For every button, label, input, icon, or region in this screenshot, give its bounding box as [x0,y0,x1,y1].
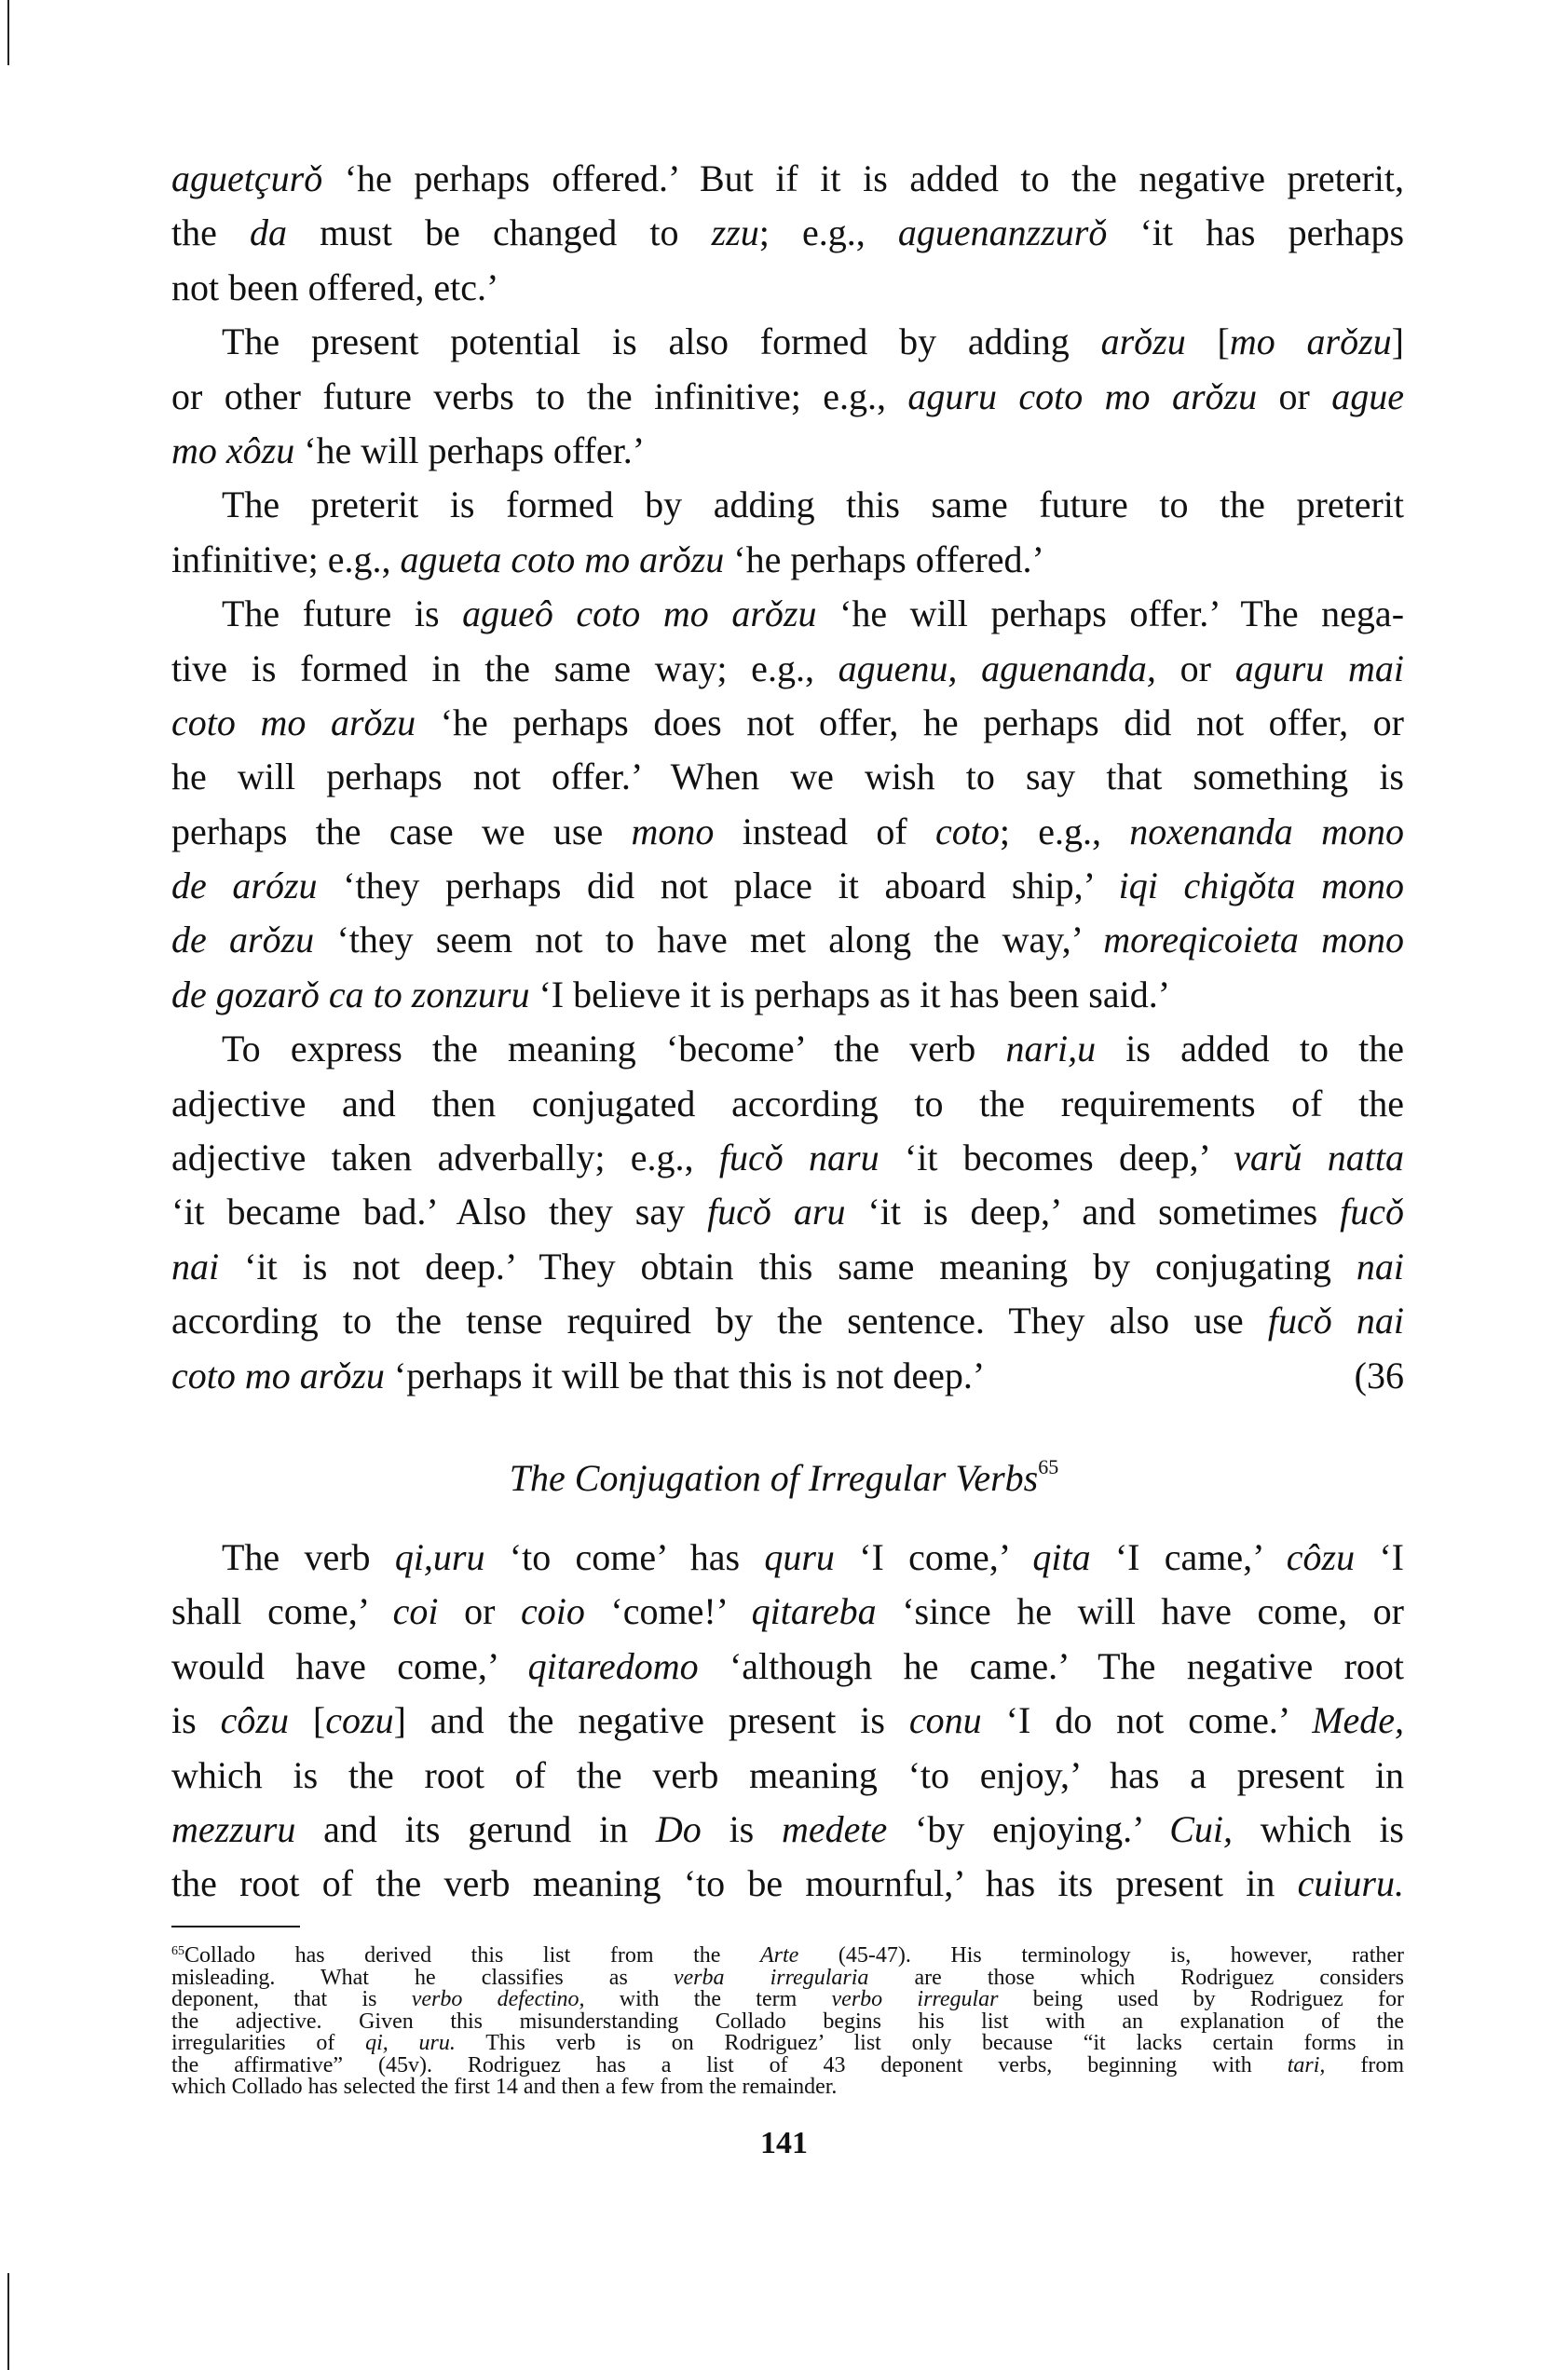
italic-term: aguenu, aguenanda, [838,647,1156,689]
text-run: ‘they seem not to have met along the way,’ [314,919,1104,961]
text-run: [ [1185,320,1230,363]
italic-term: aguru coto mo arǒzu [907,375,1258,417]
italic-term: zzu [711,211,759,254]
text-line [171,2033,1404,2055]
text-line [171,859,1404,913]
text-run: would have come,’ [171,1644,528,1687]
text-run: ‘it has perhaps [1107,211,1405,254]
italic-term: de arǒzu [171,919,315,961]
text-run: misleading. What he classifies as [171,1965,674,1990]
text-run: ‘he perhaps does not offer, he perhaps did not offer, or [416,701,1404,743]
italic-term: ague [1331,375,1404,417]
italic-term: arǒzu [1100,320,1186,363]
italic-term: qitaredomo [527,1644,699,1687]
text-line [171,1749,1404,1803]
text-run: ‘perhaps it will be that this is not deep.’ [384,1354,986,1396]
text-line [171,1965,1404,1990]
text-run: tive is formed in the same way; e.g., [171,647,839,689]
text-line [171,1640,1404,1694]
text-run: the adjective. Given this misunderstanding Collado begins his list with an explanation of the [171,2009,1404,2034]
italic-term: de arózu [171,865,318,907]
italic-term: cuiuru. [1297,1862,1404,1905]
italic-term: Cui, [1169,1807,1234,1850]
italic-term: qi, uru. [365,2031,456,2055]
text-run: This verb is on Rodriguez’ list only because “it lacks certain forms in [455,2031,1404,2055]
italic-term: verbo irregular [831,1987,999,2011]
italic-term: fucǒ [1340,1191,1404,1233]
text-run: the root of the verb meaning ‘to be mournful,’ has its present in [171,1862,1298,1905]
footnote-reference: 65 [1038,1455,1059,1478]
body-text-lower [171,1531,1404,1912]
text-line [171,587,1404,641]
italic-term: coi [392,1590,439,1633]
body-text-upper [171,152,1404,1403]
text-run: ‘they perhaps did not place it aboard ship,’ [317,865,1119,907]
text-line [171,1240,1404,1294]
text-line [171,1022,1404,1076]
text-run: (45-47). His terminology is, however, rather [798,1943,1405,1968]
italic-term: agueô coto mo arǒzu [462,592,817,635]
text-run: or [1155,647,1235,689]
text-line [171,315,1404,369]
scan-edge-mark-top [7,0,9,65]
italic-term: fucǒ naru [718,1137,879,1179]
text-run: The present potential is also formed by adding [222,320,1101,363]
text-line [171,2077,1404,2099]
text-run: The verb [222,1536,395,1578]
text-line [171,968,1404,1022]
text-line [171,1294,1404,1348]
italic-term: tari, [1287,2052,1326,2077]
footnote [171,1945,1404,2099]
text-line [171,1945,1404,1968]
italic-term: da [250,211,288,254]
text-run: or other future verbs to the infinitive; e.g., [171,375,908,417]
text-run: ‘by enjoying.’ [887,1807,1170,1850]
italic-term: côzu [1286,1536,1356,1578]
text-run: ‘it became bad.’ Also they say [171,1191,708,1233]
italic-term: coio [520,1590,585,1633]
text-run: ‘come!’ [584,1590,752,1633]
text-run: not been offered, etc.’ [171,266,499,308]
italic-term: nari,u [1005,1028,1097,1070]
text-run: ‘he will perhaps offer.’ The nega- [816,592,1405,635]
italic-term: aguenanzzurǒ [897,211,1108,254]
text-run: ‘it becomes deep,’ [879,1137,1234,1179]
text-run: ‘since he will have come, or [876,1590,1404,1633]
text-line [171,696,1404,750]
text-run: ] and the negative present is [393,1699,909,1742]
italic-term: qita [1032,1536,1091,1578]
margin-page-reference: (36 [1354,1354,1404,1396]
text-run: ‘he perhaps offered.’ [724,538,1044,580]
text-run: The preterit is formed by adding this same future to the preterit [222,484,1404,526]
italic-term: mezzuru [171,1807,296,1850]
text-run: which is the root of the verb meaning ‘to enjoy,’ has a present in [171,1753,1404,1796]
text-run: ‘I believe it is perhaps as it has been said.’ [529,973,1171,1015]
footnote-divider [171,1926,300,1927]
text-line [171,206,1404,260]
italic-term: nai [1356,1245,1404,1287]
italic-term: mo arǒzu [1229,320,1392,363]
text-line [171,370,1404,424]
text-run: is added to the [1096,1028,1404,1070]
text-line [171,1185,1404,1239]
italic-term: Do [655,1807,702,1850]
italic-term: qi,uru [394,1536,485,1578]
text-run: shall come,’ [171,1590,393,1633]
text-run: ; e.g., [999,810,1130,852]
italic-term: quru [764,1536,835,1578]
text-line [171,1077,1404,1131]
text-run: ‘to come’ has [484,1536,765,1578]
text-line [171,533,1404,587]
text-line [171,1131,1404,1185]
text-run: which Collado has selected the first 14 and then a few from the remainder. [171,2075,838,2099]
italic-term: qitareba [751,1590,877,1633]
text-line [171,750,1404,804]
text-run: the [171,211,251,254]
page-number: 141 [760,2126,808,2160]
text-run: deponent, that is [171,1987,412,2011]
text-run: ‘I came,’ [1090,1536,1287,1578]
italic-term: mono [631,810,715,852]
text-run: and its gerund in [295,1807,656,1850]
italic-term: aguetçurǒ [171,157,323,199]
text-line [171,152,1404,206]
text-run: being used by Rodriguez for [998,1987,1405,2011]
text-line [171,1531,1404,1585]
text-run: ‘I [1355,1536,1405,1578]
text-run: adjective taken adverbally; e.g., [171,1137,719,1179]
italic-term: verba irregularia [673,1965,869,1990]
text-line [171,1857,1404,1911]
text-line [171,261,1404,315]
italic-term: nai [171,1245,220,1287]
text-line [171,913,1404,967]
text-run: must be changed to [287,211,712,254]
italic-term: iqi chigǒta mono [1118,865,1404,907]
footnote-number: 65 [171,1944,184,1958]
text-run: adjective and then conjugated according to the requirements of the [171,1082,1404,1124]
text-run: ‘it is deep,’ and sometimes [845,1191,1341,1233]
italic-term: coto mo arǒzu [171,701,416,743]
text-run: or [438,1590,521,1633]
italic-term: moreqicoieta mono [1103,919,1404,961]
text-line [171,2052,1404,2077]
italic-term: agueta coto mo arǒzu [400,538,725,580]
text-run: ] [1391,320,1404,363]
text-run: ‘I come,’ [834,1536,1033,1578]
text-run: which is [1233,1807,1404,1850]
italic-term: Mede, [1312,1699,1405,1742]
text-run: To express the meaning ‘become’ the verb [222,1028,1006,1070]
text-run: ; e.g., [758,211,898,254]
text-run: with the term [584,1987,832,2011]
italic-term: verbo defectino, [411,1987,585,2011]
italic-term: aguru mai [1234,647,1404,689]
text-run: ‘he will perhaps offer.’ [294,429,646,471]
text-line [171,1989,1404,2011]
italic-term: de gozarǒ ca to zonzuru [171,973,530,1015]
text-line [171,1803,1404,1857]
text-run: ‘it is not deep.’ They obtain this same meaning by conjugating [219,1245,1357,1287]
italic-term: conu [908,1699,982,1742]
text-line [171,2011,1404,2034]
text-run: Collado has derived this list from the [184,1943,760,1968]
italic-term: Arte [759,1943,799,1968]
text-run: the affirmative” (45v). Rodriguez has a list of 43 deponent verbs, beginning with [171,2052,1288,2077]
italic-term: mo xôzu [171,429,295,471]
text-run: ‘he perhaps offered.’ But if it is added to the negative preterit, [322,157,1404,199]
section-heading [0,1453,1568,1504]
text-run: is [701,1807,783,1850]
text-run: The future is [222,592,463,635]
text-run: from [1325,2052,1404,2077]
text-run: infinitive; e.g., [171,538,401,580]
italic-term: coto mo arǒzu [171,1354,385,1396]
text-run: [ [288,1699,326,1742]
italic-term: fucǒ nai [1267,1300,1404,1342]
italic-term: medete [782,1807,888,1850]
text-run: or [1257,375,1332,417]
italic-term: côzu [220,1699,289,1742]
section-heading-text: The Conjugation of Irregular Verbs [509,1457,1039,1499]
text-line [171,424,1404,478]
text-run: ‘I do not come.’ [981,1699,1313,1742]
text-line [171,642,1404,696]
italic-term: noxenanda mono [1129,810,1404,852]
text-run: instead of [714,810,935,852]
text-run: irregularities of [171,2031,366,2055]
text-run: he will perhaps not offer.’ When we wish to say that something is [171,756,1404,798]
text-run: is [171,1699,221,1742]
text-line [171,805,1404,859]
text-run: perhaps the case we use [171,810,632,852]
text-run: are those which Rodriguez considers [868,1965,1404,1990]
italic-term: varǔ natta [1234,1137,1405,1179]
italic-term: coto [934,810,1000,852]
text-run: according to the tense required by the sentence. They also use [171,1300,1268,1342]
text-line [171,1349,1404,1403]
text-line [171,1585,1404,1639]
italic-term: cozu [325,1699,394,1742]
italic-term: fucǒ aru [707,1191,846,1233]
scan-edge-mark-bottom [7,2273,9,2370]
text-line [171,1694,1404,1748]
text-run: ‘although he came.’ The negative root [698,1644,1405,1687]
text-line [171,478,1404,532]
